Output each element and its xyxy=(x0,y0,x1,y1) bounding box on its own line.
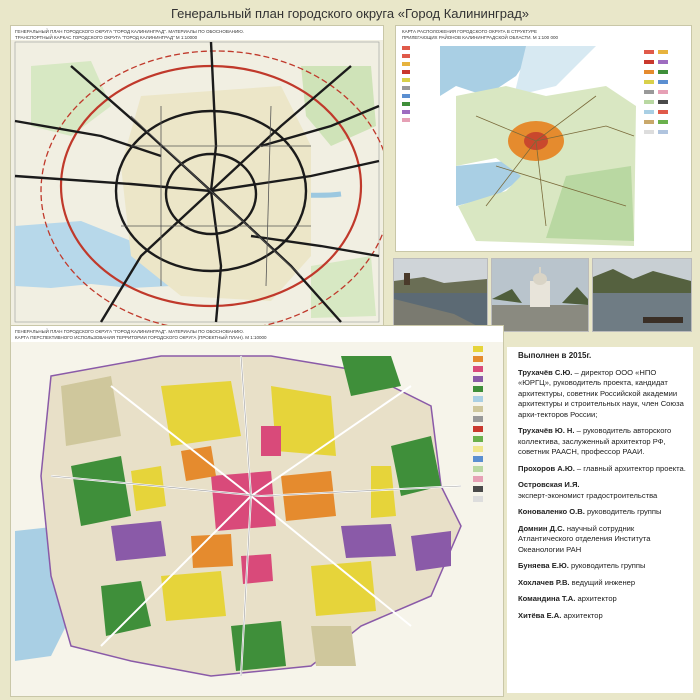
credit-entry xyxy=(518,578,690,589)
urban-area xyxy=(121,86,311,301)
credit-role: – главный архитектор проекта. xyxy=(574,463,686,473)
credit-entry xyxy=(518,524,690,556)
credit-entry xyxy=(518,426,690,458)
credit-name: Командина Т.А. xyxy=(518,594,576,603)
photo-river-embankment xyxy=(393,258,488,332)
credit-entry xyxy=(518,561,690,572)
credit-entry xyxy=(518,507,690,518)
credit-name: Домнин Д.С. xyxy=(518,523,565,533)
credit-entry xyxy=(518,611,690,622)
credit-name: Коноваленко О.В. xyxy=(518,507,585,516)
land-use-map xyxy=(11,326,503,696)
transport-map xyxy=(11,26,383,326)
land-use-map-panel xyxy=(10,325,504,697)
credit-role: – руководитель авторского коллектива, заслуженный архитектор РФ, советник РААСН, профессор РААИ. xyxy=(518,426,672,456)
credit-entry xyxy=(518,594,690,605)
transport-map-panel xyxy=(10,25,384,327)
credit-name: Буняева Е.Ю. xyxy=(518,561,569,570)
regional-map-caption-line1: КАРТА РАСПОЛОЖЕНИЯ ГОРОДСКОГО ОКРУГА В СТРУКТУРЕ xyxy=(402,29,537,34)
credit-role: руководитель группы xyxy=(584,507,662,516)
credit-entry xyxy=(518,480,690,501)
credit-name: Трухачёв С.Ю. xyxy=(518,367,573,377)
regional-map-legend-right xyxy=(644,50,668,134)
transport-map-caption-line1: ГЕНЕРАЛЬНЫЙ ПЛАН ГОРОДСКОГО ОКРУГА "ГОРОД КАЛИНИНГРАД". МАТЕРИАЛЫ ПО ОБОСНОВАНИЮ. xyxy=(15,29,245,34)
credits-panel xyxy=(507,347,693,693)
regional-map-legend-left xyxy=(402,46,410,122)
credit-name: Островская И.Я. xyxy=(518,480,580,489)
credit-role: архитектор xyxy=(561,610,603,620)
land-use-map-caption-line2: КАРТА ПЕРСПЕКТИВНОГО ИСПОЛЬЗОВАНИЯ ТЕРРИТОРИИ ГОРОДСКОГО ОКРУГА (ПРОЕКТНЫЙ ПЛАН). М 1:10000 xyxy=(15,334,267,340)
transport-map-caption-line2: ТРАНСПОРТНЫЙ КАРКАС ГОРОДСКОГО ОКРУГА "ГОРОД КАЛИНИНГРАД" М 1:10000 xyxy=(15,34,198,40)
regional-map-panel xyxy=(395,25,692,252)
completion-year: Выполнен в 2015г. xyxy=(518,351,592,360)
credit-role: руководитель группы xyxy=(568,561,646,570)
credit-role: ведущий инженер xyxy=(569,577,636,587)
credit-entry xyxy=(518,464,690,475)
credit-name: Хитёва Е.А. xyxy=(518,610,562,620)
credit-entry xyxy=(518,368,690,421)
credit-role: эксперт-экономист градостроительства xyxy=(518,490,658,500)
photo-cathedral-square xyxy=(491,258,589,332)
poster-title: Генеральный план городского округа «Город Калининград» xyxy=(170,6,530,21)
photo-pond-promenade xyxy=(592,258,692,332)
credit-role: – директор ООО «НПО «ЮРГЦ», руководитель проекта, кандидат архитектуры, советник Российской академии архитектуры и строительных наук, член Союза архи-текторов России; xyxy=(518,367,684,419)
regional-map-caption-line2: ПРИЛЕГАЮЩИХ РАЙОНОВ КАЛИНИНГРАДСКОЙ ОБЛАСТИ. М 1:100 000 xyxy=(402,34,558,40)
credit-name: Прохоров А.Ю. xyxy=(518,463,575,473)
land-use-map-caption-line1: ГЕНЕРАЛЬНЫЙ ПЛАН ГОРОДСКОГО ОКРУГА "ГОРОД КАЛИНИНГРАД". МАТЕРИАЛЫ ПО ОБОСНОВАНИЮ. xyxy=(15,329,245,334)
credit-name: Трухачёв Ю. Н. xyxy=(518,426,575,435)
credit-role: архитектор xyxy=(575,594,617,603)
credit-name: Хохлачев Р.В. xyxy=(518,577,570,587)
credit-role: научный сотрудник Атлантического отделения Института Океанологии РАН xyxy=(518,523,651,554)
regional-map xyxy=(396,26,691,251)
